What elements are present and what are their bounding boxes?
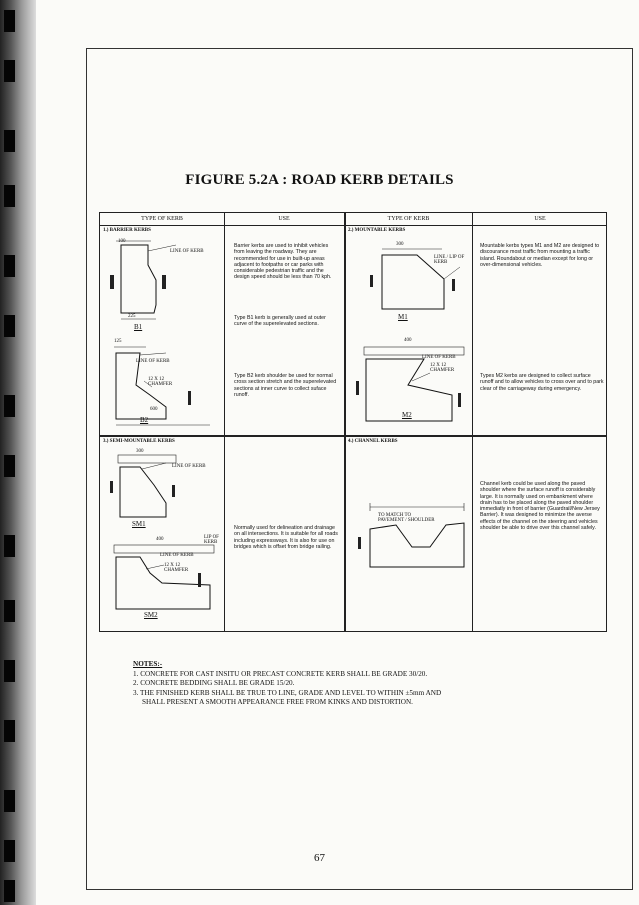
header-use-1: USE [278, 216, 290, 222]
b2-line-of-kerb: LINE OF KERB [136, 359, 170, 364]
figure-title: FIGURE 5.2A : ROAD KERB DETAILS [185, 172, 454, 188]
note-3: 3. THE FINISHED KERB SHALL BE TRUE TO LINE, GRADE AND LEVEL TO WITHIN ±5mm AND [133, 688, 442, 697]
page-number: 67 [314, 852, 325, 864]
channel-kerb-drawing [352, 485, 470, 575]
sm1-top-dim: 300 [136, 449, 144, 454]
m2-top-dim: 400 [404, 338, 412, 343]
mountable-use-text-1: Mountable kerbs types M1 and M2 are designed to discourance most traffic from mounting a traffic island. Roundabout or median except for long or over-dimensional vehicles. [480, 243, 600, 268]
sm2-lip: LIP OF KERB [204, 535, 219, 545]
barrier-use-text-1: Barrier kerbs are used to inhibit vehicles from leaving the roadway. They are recommended for use in built-up areas adjacent to footpaths or car parks with considerable pedestrian traffic and the design speed should be less than 70 kph. [234, 243, 332, 281]
sm2-top-dim: 400 [156, 537, 164, 542]
channel-to-match: TO MATCH TO PAVEMENT / SHOULDER [378, 513, 435, 523]
punch-holes [4, 0, 18, 905]
header-use-2: USE [534, 216, 546, 222]
b2-top-dim: 125 [114, 339, 122, 344]
b1-line-of-kerb: LINE OF KERB [170, 249, 204, 254]
sm1-line-of-kerb: LINE OF KERB [172, 464, 206, 469]
channel-use-text: Channel kerb could be used along the paved shoulder where the surface runoff is considerably large. It is normally used on embankment where drain has to be placed along the paved shoulder immediatly in front of barrier (Guardrail/New Jersey Barrier). It was designed to minimize the averse effects of the channel on the steering and vehicles shoulder be able to drive over this channel safely. [480, 481, 600, 532]
note-1: 1. CONCRETE FOR CAST INSITU OR PRECAST CONCRETE KERB SHALL BE GRADE 30/20. [133, 669, 428, 678]
b2-base-dim: 600 [150, 407, 158, 412]
notes-block [133, 660, 613, 708]
label-m1: M1 [398, 313, 408, 321]
b2-chamfer: 12 X 12 CHAMFER [148, 377, 173, 387]
m2-chamfer: 12 X 12 CHAMFER [430, 363, 455, 373]
section-mountable-kerbs: 2.) MOUNTABLE KERBS [348, 228, 406, 233]
b1-base-dim: 225 [128, 314, 136, 319]
b1-top-dim: 100 [118, 239, 126, 244]
m2-line-of-kerb: LINE OF KERB [422, 355, 456, 360]
barrier-kerb-drawings [106, 235, 221, 430]
header-type-of-kerb-1: TYPE OF KERB [141, 216, 183, 222]
section-channel-kerbs: 4.) CHANNEL KERBS [348, 439, 398, 444]
semi-mountable-use-text: Normally used for delineation and drainage on all intersections. It is suitable for all roads including expressways. It is also for use on bridges which is offset from bridge railing. [234, 525, 338, 550]
label-sm1: SM1 [132, 520, 146, 528]
header-type-of-kerb-2: TYPE OF KERB [387, 216, 430, 222]
section-semi-mountable-kerbs: 3.) SEMI-MOUNTABLE KERBS [103, 439, 175, 444]
notes-heading: NOTES:- [133, 660, 163, 668]
kerb-table [99, 212, 607, 632]
m1-top-dim: 300 [396, 242, 404, 247]
label-b2: B2 [140, 416, 149, 424]
m1-line-lip: LINE / LIP OF KERB [434, 255, 465, 265]
sm2-line-of-kerb: LINE OF KERB [160, 553, 194, 558]
note-3-cont: SHALL PRESENT A SMOOTH APPEARANCE FREE FROM KINKS AND DISTORTION. [133, 698, 413, 706]
label-m2: M2 [402, 411, 412, 419]
barrier-use-text-3: Type B2 kerb shoulder be used for normal cross section stretch and the superelevated sections at inner curve to collect suface runoff. [234, 373, 337, 398]
barrier-use-text-2: Type B1 kerb is generally used at outer curve of the superelevated sections. [234, 315, 326, 328]
mountable-use-text-2: Types M2 kerbs are designed to collect surface runoff and to allow vehicles to cross over and to park clear of the carriageway during emergency. [480, 373, 604, 392]
section-barrier-kerbs: 1.) BARRIER KERBS [103, 228, 151, 233]
sm2-chamfer: 12 X 12 CHAMFER [164, 563, 189, 573]
label-sm2: SM2 [144, 611, 158, 619]
label-b1: B1 [134, 323, 143, 331]
note-2: 2. CONCRETE BEDDING SHALL BE GRADE 15/20. [133, 679, 295, 687]
